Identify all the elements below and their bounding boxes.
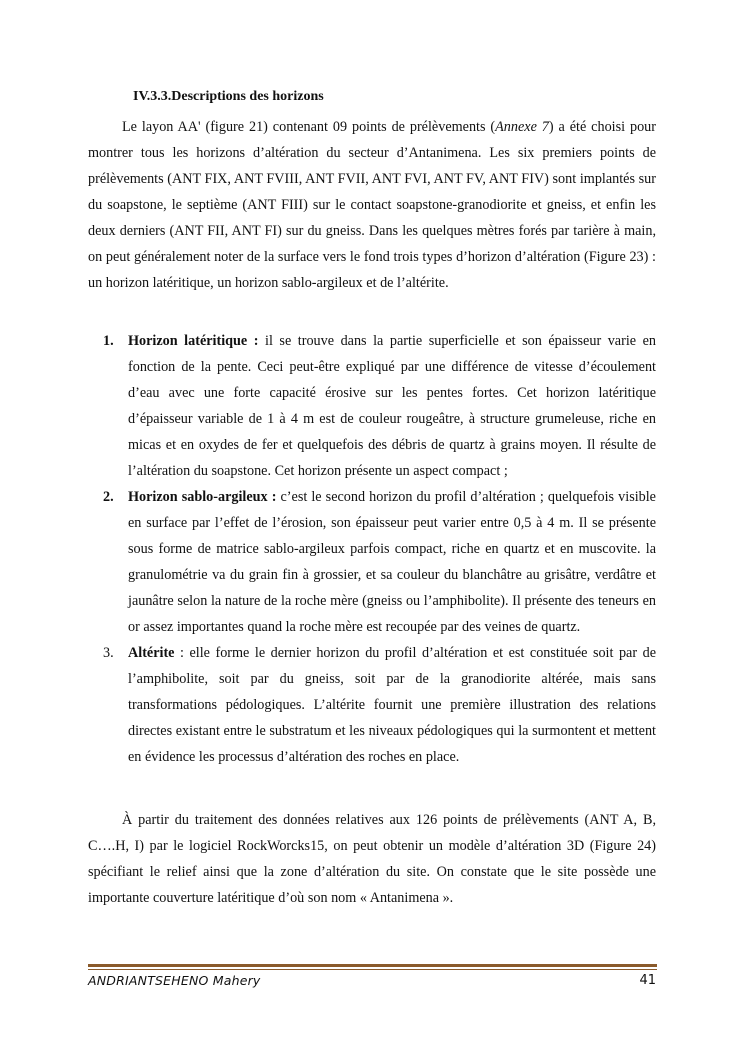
section-heading: IV.3.3.Descriptions des horizons: [133, 89, 324, 104]
intro-text-before: Le layon AA' (figure 21) contenant 09 points de prélèvements (: [122, 119, 496, 135]
horizon-description: : elle forme le dernier horizon du profil d’altération et est constituée soit par de l’amphibolite, soit par du gneiss, soit par de la granodiorite altérée, mais sans transformations pédologiques. L’altérite fournit une première illustration des relations directes existant entre le substratum et les niveaux pédologiques qui la surmontent et mettent en évidence les processus d’altération des roches en place.: [128, 645, 656, 765]
horizon-term: Horizon latéritique :: [128, 333, 259, 349]
footer-author: ANDRIANTSEHENO Mahery: [88, 973, 261, 988]
horizon-description: il se trouve dans la partie superficielle et son épaisseur varie en fonction de la pente. Ceci peut-être expliqué par une différence de vitesse d’écoulement d’eau avec une forte capacité érosive sur les pentes fortes. Cet horizon latéritique d’épaisseur variable de 1 à 4 m est de couleur rougeâtre, à structure grumeleuse, riche en micas et en oxydes de fer et quelquefois des débris de quartz à grains moyen. Il résulte de l’altération du soapstone. Cet horizon présente un aspect compact ;: [128, 333, 656, 479]
list-item: [103, 484, 656, 640]
list-number: 1.: [103, 333, 114, 349]
list-number: 3.: [103, 645, 114, 661]
horizon-description: c’est le second horizon du profil d’altération ; quelquefois visible en surface par l’effet de l’érosion, son épaisseur peut varier entre 0,5 à 4 m. Il se présente sous forme de matrice sablo-argileux parfois compact, riche en quartz et en muscovite. la granulométrie va du grain fin à grossier, et sa couleur du blanchâtre au grisâtre, verdâtre et jaunâtre selon la nature de la roche mère (gneiss ou l’amphibolite). Il présente des teneurs en or assez importantes quand la roche mère est recoupée par des veines de quartz.: [128, 489, 656, 635]
list-number: 2.: [103, 489, 114, 505]
intro-paragraph: [88, 114, 656, 296]
intro-text-after: ) a été choisi pour montrer tous les horizons d’altération du secteur d’Antanimena. Les six premiers points de prélèvements (ANT FIX, ANT FVIII, ANT FVII, ANT FVI, ANT FV, ANT FIV) sont implantés sur du soapstone, le septième (ANT FIII) sur le contact soapstone-granodiorite et gneiss, et enfin les deux derniers (ANT FII, ANT FI) sur du gneiss. Dans les quelques mètres forés par tarière à main, on peut généralement noter de la surface vers le fond trois types d’horizon d’altération (Figure 23) : un horizon latéritique, un horizon sablo-argileux et de l’altérite.: [88, 119, 656, 291]
page-number: 41: [639, 973, 656, 988]
annex-reference: Annexe 7: [495, 119, 549, 135]
horizon-term: Horizon sablo-argileux :: [128, 489, 277, 505]
horizon-term: Altérite: [128, 645, 175, 661]
horizon-list: [103, 328, 656, 770]
list-item: [103, 328, 656, 484]
list-item: [103, 640, 656, 770]
footer-rule-thin: [88, 969, 657, 970]
footer-rule: [88, 964, 657, 967]
conclusion-paragraph: À partir du traitement des données relatives aux 126 points de prélèvements (ANT A, B, C….H, I) par le logiciel RockWorcks15, on peut obtenir un modèle d’altération 3D (Figure 24) spécifiant le relief ainsi que la zone d’altération du site. On constate que le site possède une importante couverture latéritique d’où son nom « Antanimena ».: [88, 812, 656, 906]
